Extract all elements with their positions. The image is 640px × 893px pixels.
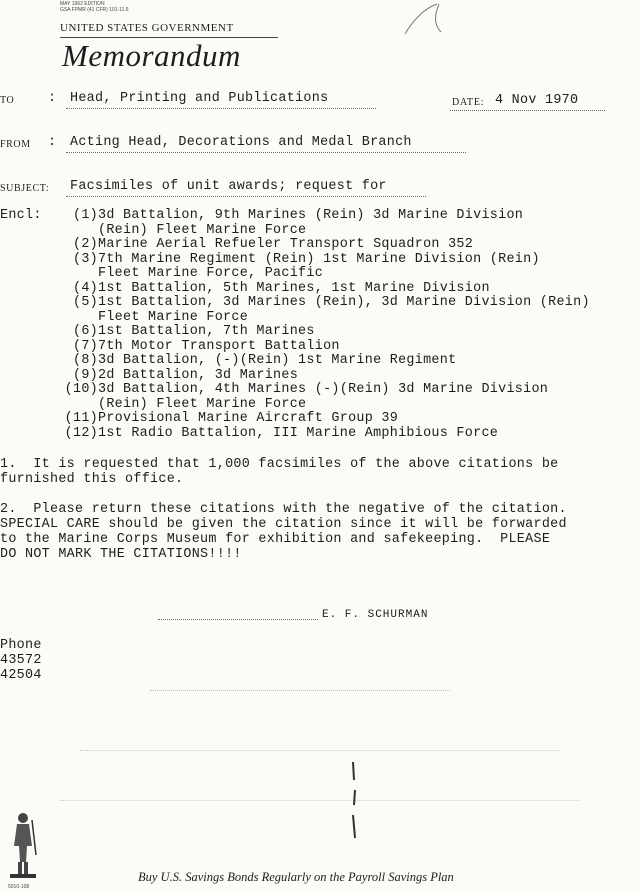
enclosure-label: Encl: xyxy=(0,208,42,223)
date-dotted-line xyxy=(450,110,605,111)
enclosure-number: (6) xyxy=(72,324,98,339)
form-code: 5010-108 xyxy=(8,884,30,890)
scan-artifact-line xyxy=(150,690,450,691)
enclosure-number: (5) xyxy=(72,295,98,310)
enclosure-line: 1st Battalion, 5th Marines, 1st Marine Division xyxy=(98,280,490,296)
paragraph-line: furnished this office. xyxy=(0,472,184,487)
enclosure-line: (Rein) Fleet Marine Force xyxy=(98,396,307,412)
enclosure-number: (2) xyxy=(72,237,98,252)
enclosure-line: 1st Battalion, 3d Marines (Rein), 3d Marine Division (Rein) xyxy=(98,295,590,310)
minuteman-emblem-icon xyxy=(6,810,40,880)
enclosure-number: (11) xyxy=(64,411,98,426)
from-dotted-line xyxy=(66,152,466,153)
agency-name: UNITED STATES GOVERNMENT xyxy=(60,22,234,34)
from-colon: : xyxy=(48,135,57,150)
date-value: 4 Nov 1970 xyxy=(495,93,579,108)
date-label: DATE: xyxy=(452,97,485,108)
enclosure-number: (9) xyxy=(72,367,98,383)
signature-dotted-line xyxy=(158,619,318,620)
enclosure-line: Provisional Marine Aircraft Group 39 xyxy=(98,411,399,426)
enclosure-number: (1) xyxy=(72,208,98,223)
enclosure-line: 7th Motor Transport Battalion xyxy=(98,338,340,354)
subject-label: SUBJECT: xyxy=(0,183,50,194)
savings-bonds-slogan: Buy U.S. Savings Bonds Regularly on the Payroll Savings Plan xyxy=(138,870,454,884)
to-colon: : xyxy=(48,91,57,106)
enclosure-line: 1st Battalion, 7th Marines xyxy=(98,324,315,339)
scan-streak-icon xyxy=(345,760,365,840)
enclosure-line: Fleet Marine Force, Pacific xyxy=(98,266,324,281)
to-dotted-line xyxy=(66,108,376,109)
enclosure-number: (10) xyxy=(64,382,98,397)
enclosure-number: (12) xyxy=(64,425,98,441)
scan-artifact-line xyxy=(60,800,580,801)
enclosure-line: Marine Aerial Refueler Transport Squadron 352 xyxy=(98,237,474,252)
enclosure-line: 3d Battalion, (-)(Rein) 1st Marine Regiment xyxy=(98,353,457,368)
from-value: Acting Head, Decorations and Medal Branch xyxy=(70,135,412,150)
enclosure-number: (3) xyxy=(72,251,98,267)
to-label: TO xyxy=(0,95,15,106)
enclosure-line: 7th Marine Regiment (Rein) 1st Marine Division (Rein) xyxy=(98,251,540,267)
phone-number: 42504 xyxy=(0,668,42,683)
form-edition-line: MAY 1962 EDITION xyxy=(60,1,105,7)
enclosure-line: (Rein) Fleet Marine Force xyxy=(98,222,307,238)
enclosure-number: (8) xyxy=(72,353,98,368)
paragraph-line: SPECIAL CARE should be given the citation since it will be forwarded xyxy=(0,517,567,532)
scan-artifact-line xyxy=(80,750,560,751)
enclosure-number: (4) xyxy=(72,280,98,296)
enclosure-line: 1st Radio Battalion, III Marine Amphibious Force xyxy=(98,425,499,441)
enclosure-line: 3d Battalion, 9th Marines (Rein) 3d Marine Division xyxy=(98,208,524,223)
enclosure-line: 2d Battalion, 3d Marines xyxy=(98,367,299,383)
form-regulation-line: GSA FPMR (41 CFR) 101-11.6 xyxy=(60,7,129,13)
from-label: FROM xyxy=(0,139,31,150)
phone-label: Phone xyxy=(0,638,42,653)
to-value: Head, Printing and Publications xyxy=(70,91,329,106)
enclosure-line: 3d Battalion, 4th Marines (-)(Rein) 3d Marine Division xyxy=(98,382,549,397)
phone-number: 43572 xyxy=(0,653,42,668)
subject-dotted-line xyxy=(66,196,426,197)
pen-mark-icon xyxy=(395,0,455,40)
signature-name: E. F. SCHURMAN xyxy=(322,609,429,621)
enclosure-line: Fleet Marine Force xyxy=(98,309,249,325)
paragraph-line: DO NOT MARK THE CITATIONS!!!! xyxy=(0,547,242,562)
enclosure-number: (7) xyxy=(72,338,98,354)
paragraph-line: to the Marine Corps Museum for exhibition and safekeeping. PLEASE xyxy=(0,532,551,547)
subject-value: Facsimiles of unit awards; request for xyxy=(70,179,387,194)
paragraph-line: 2. Please return these citations with the negative of the citation. xyxy=(0,502,567,517)
paragraph-line: 1. It is requested that 1,000 facsimiles of the above citations be xyxy=(0,457,559,472)
memo-title: Memorandum xyxy=(62,38,241,73)
